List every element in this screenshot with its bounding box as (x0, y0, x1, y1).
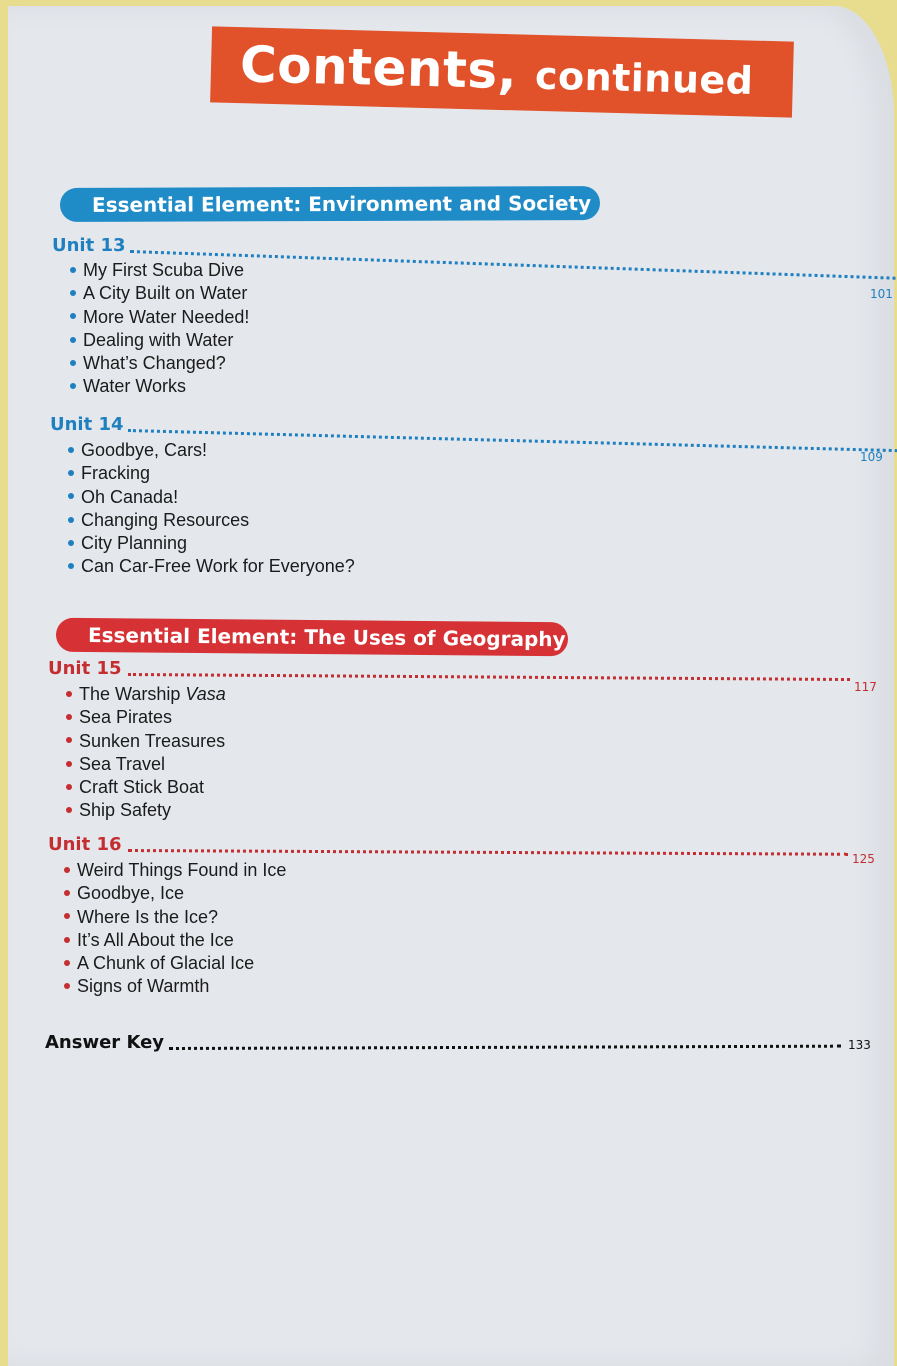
list-item: Water Works (70, 375, 249, 398)
bullet-icon (68, 563, 74, 569)
unit-label: Unit 13 (52, 235, 126, 256)
bullet-icon (68, 447, 74, 453)
book-page (8, 6, 894, 1366)
list-item: Sea Travel (66, 753, 226, 776)
list-item: The Warship Vasa (66, 683, 226, 706)
bullet-icon (70, 267, 76, 273)
bullet-icon (68, 540, 74, 546)
section-heading-environment: Essential Element: Environment and Society (60, 186, 600, 222)
list-item: Dealing with Water (70, 329, 249, 352)
unit-14-list (68, 439, 355, 579)
bullet-icon (64, 983, 70, 989)
list-item: What’s Changed? (70, 352, 249, 375)
unit-label: Unit 16 (48, 834, 122, 855)
list-item: A City Built on Water (70, 282, 249, 305)
title-main: Contents, (239, 35, 518, 101)
page-title (239, 29, 781, 112)
bullet-icon (66, 714, 72, 720)
list-item: More Water Needed! (70, 306, 249, 329)
title-sub: continued (534, 53, 754, 103)
dot-leader (128, 673, 850, 681)
bullet-icon (64, 960, 70, 966)
answer-key-label: Answer Key (45, 1032, 165, 1053)
bullet-icon (70, 290, 76, 296)
bullet-icon (68, 493, 74, 499)
bullet-icon (70, 383, 76, 389)
bullet-icon (70, 313, 76, 319)
page-number: 101 (870, 287, 893, 301)
page-number: 133 (848, 1038, 871, 1052)
bullet-icon (66, 761, 72, 767)
bullet-icon (66, 807, 72, 813)
bullet-icon (70, 360, 76, 366)
list-item: Weird Things Found in Ice (64, 859, 286, 882)
list-item: Goodbye, Ice (64, 882, 286, 905)
unit-13-list (70, 259, 249, 399)
list-item: Goodbye, Cars! (68, 439, 355, 462)
bullet-icon (68, 470, 74, 476)
bullet-icon (64, 867, 70, 873)
list-item: Sunken Treasures (66, 730, 226, 753)
bullet-icon (64, 913, 70, 919)
list-item: Oh Canada! (68, 486, 355, 509)
bullet-icon (70, 337, 76, 343)
page-number: 109 (860, 450, 883, 464)
bullet-icon (66, 784, 72, 790)
bullet-icon (68, 517, 74, 523)
bullet-icon (66, 691, 72, 697)
dot-leader (128, 849, 848, 856)
list-item: Fracking (68, 462, 355, 485)
section-heading-geography: Essential Element: The Uses of Geography (56, 618, 568, 656)
list-item: Changing Resources (68, 509, 355, 532)
list-item: Signs of Warmth (64, 975, 286, 998)
page-number: 117 (854, 680, 877, 694)
dot-leader (169, 1045, 841, 1050)
bullet-icon (66, 737, 72, 743)
list-item: It’s All About the Ice (64, 929, 286, 952)
unit-15-list (66, 683, 226, 823)
list-item: Sea Pirates (66, 706, 226, 729)
answer-key-row[interactable] (45, 1030, 875, 1056)
list-item: Where Is the Ice? (64, 906, 286, 929)
list-item: My First Scuba Dive (70, 259, 249, 282)
unit-16-row[interactable] (48, 832, 878, 866)
list-item: Ship Safety (66, 799, 226, 822)
list-item: Craft Stick Boat (66, 776, 226, 799)
unit-label: Unit 15 (48, 658, 122, 679)
list-item: A Chunk of Glacial Ice (64, 952, 286, 975)
page-number: 125 (852, 852, 875, 866)
unit-label: Unit 14 (50, 414, 124, 435)
bullet-icon (64, 890, 70, 896)
list-item: Can Car-Free Work for Everyone? (68, 555, 355, 578)
bullet-icon (64, 937, 70, 943)
unit-16-list (64, 859, 286, 999)
list-item: City Planning (68, 532, 355, 555)
